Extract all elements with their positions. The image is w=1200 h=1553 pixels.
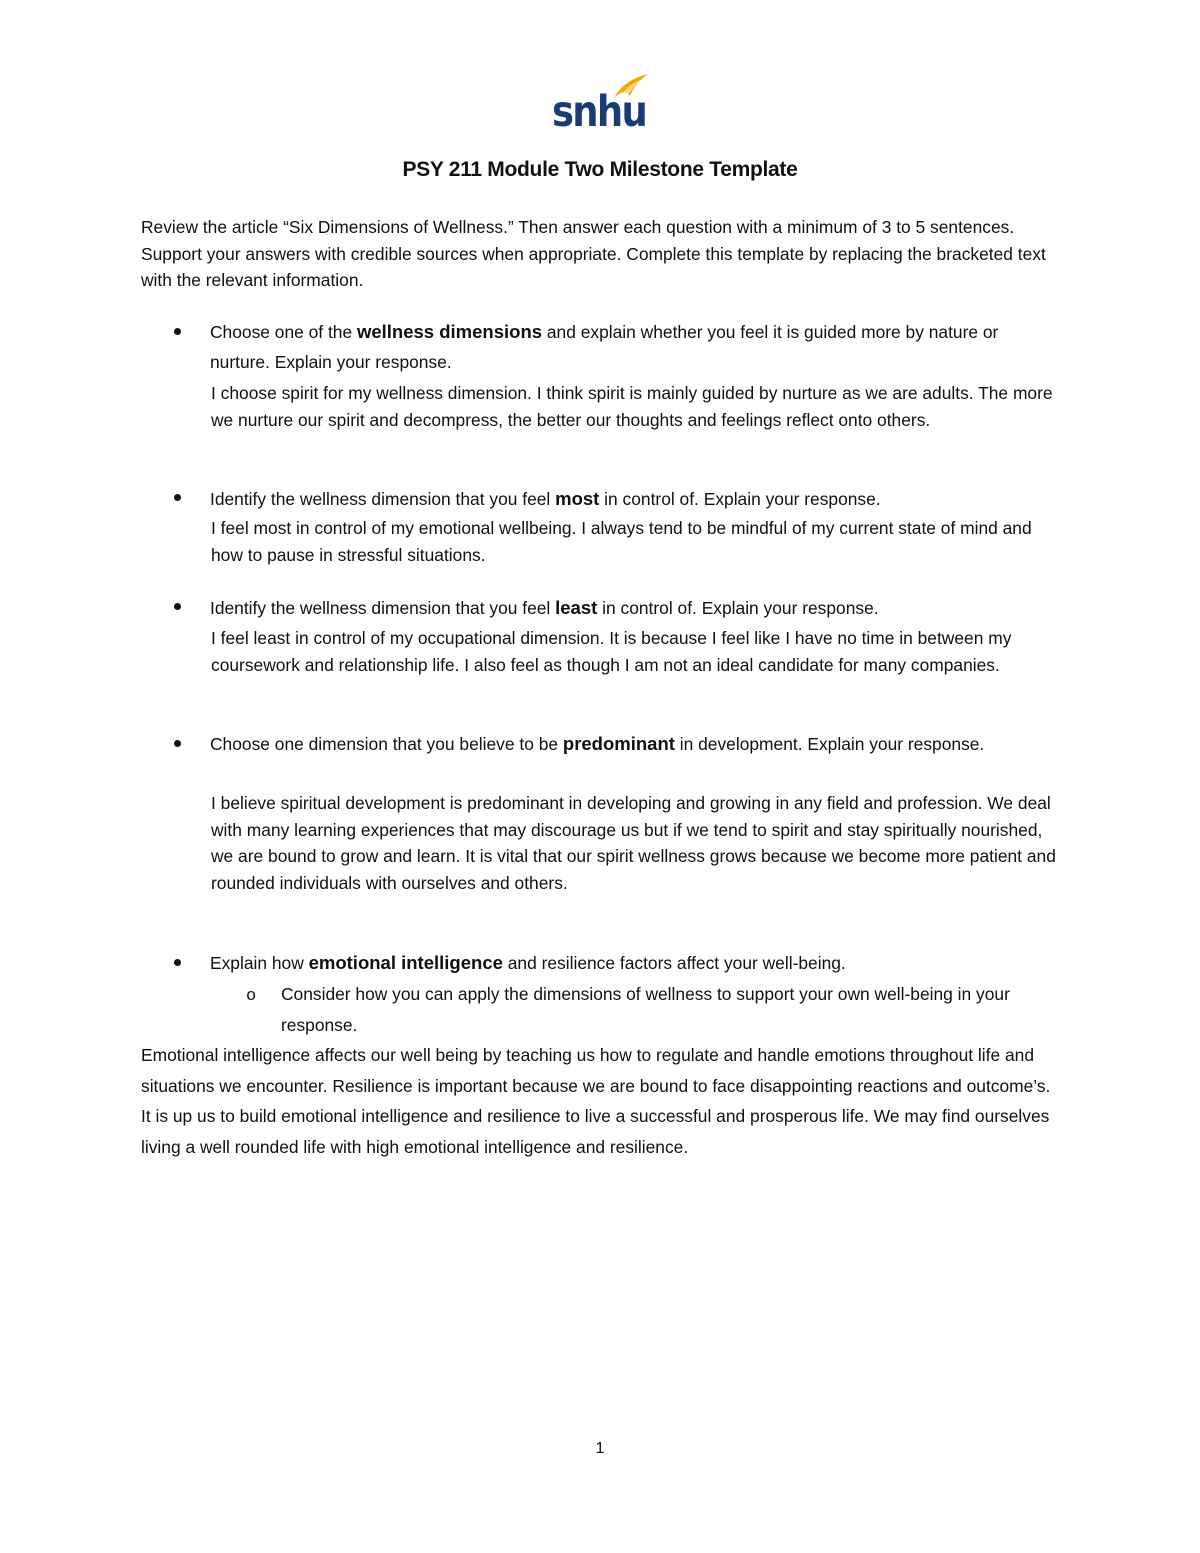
page-title: PSY 211 Module Two Milestone Template xyxy=(402,158,798,181)
intro-paragraph: Review the article “Six Dimensions of Wellness.” Then answer each question with a minimum of 3 to 5 sentences. Support your answers with credible sources when appropriate. Complete this template by replacing the bracketed text with the relevant information. xyxy=(141,217,1046,290)
question-5: Explain how emotional intelligence and resilience factors affect your well-being. xyxy=(210,952,846,973)
question-1: Choose one of the wellness dimensions and explain whether you feel it is guided more by nature or nurture. Explain your response. xyxy=(210,321,999,372)
sub-item: Consider how you can apply the dimensions of wellness to support your own well-being in your response. xyxy=(281,984,1010,1035)
bullet-icon xyxy=(174,957,186,969)
snhu-logo xyxy=(552,70,648,137)
answer-5: Emotional intelligence affects our well being by teaching us how to regulate and handle emotions throughout life and situations we encounter. Resilience is important because we are bound to face disappointing reactions and outcome’s. It is up us to build emotional intelligence and resilience to live a successful and prosperous life. We may find ourselves living a well rounded life with high emotional intelligence and resilience. xyxy=(141,1045,1051,1157)
answer-2: I feel most in control of my emotional wellbeing. I always tend to be mindful of my current state of mind and how to pause in stressful situations. xyxy=(211,518,1032,565)
question-3: Identify the wellness dimension that you feel least in control of. Explain your response. xyxy=(210,597,879,618)
answer-3: I feel least in control of my occupational dimension. It is because I feel like I have no time in between my coursework and relationship life. I also feel as though I am not an ideal candidate for many companies. xyxy=(211,628,1012,675)
bullet-icon xyxy=(174,601,186,613)
bullet-icon xyxy=(174,738,186,750)
answer-4: I believe spiritual development is predominant in developing and growing in any field and profession. We deal with many learning experiences that may discourage us but if we tend to spirit and stay spiritually nourished, we are bound to grow and learn. It is vital that our spirit wellness grows because we become more patient and rounded individuals with ourselves and others. xyxy=(211,793,1056,894)
question-2: Identify the wellness dimension that you feel most in control of. Explain your response. xyxy=(210,488,881,509)
question-4: Choose one dimension that you believe to be predominant in development. Explain your response. xyxy=(210,733,985,754)
sub-bullet-icon: o xyxy=(246,987,257,1006)
page-number: 1 xyxy=(595,1440,605,1457)
bullet-icon xyxy=(174,492,186,504)
answer-1: I choose spirit for my wellness dimension. I think spirit is mainly guided by nurture as we are adults. The more we nurture our spirit and decompress, the better our thoughts and feelings reflect onto others. xyxy=(211,383,1053,430)
bullet-icon xyxy=(174,326,186,338)
logo-wordmark: snhu xyxy=(552,87,647,137)
